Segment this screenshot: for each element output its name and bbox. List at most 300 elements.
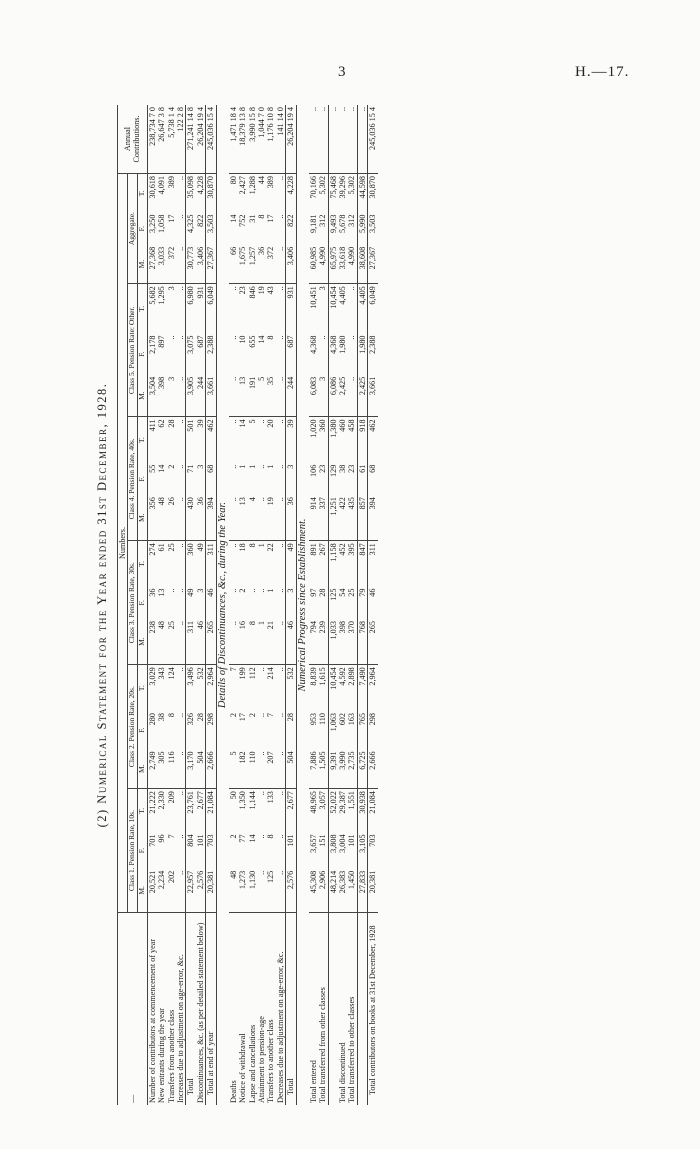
cell: .. <box>175 286 185 291</box>
cell: 3 <box>195 588 205 593</box>
header-f: F. <box>138 213 148 245</box>
cell: 16 <box>238 619 247 665</box>
cell: 7 <box>266 713 276 718</box>
cell: 45,308 <box>309 869 318 913</box>
cell: 1,350 <box>238 791 248 810</box>
cell: 36 <box>257 245 266 284</box>
cell: 26,204 19 4 <box>196 105 206 174</box>
cell: 21 <box>266 619 275 665</box>
row-label: Deaths <box>228 1080 238 1103</box>
cell: .. <box>257 495 266 541</box>
cell: 312 <box>347 214 357 227</box>
header-t: T. <box>138 284 148 334</box>
cell: .. <box>275 419 285 424</box>
cell: 27,833 <box>357 869 367 913</box>
cell: 422 <box>338 495 347 541</box>
cell: 3,503 <box>368 213 378 245</box>
cell: 305 <box>157 749 166 788</box>
cell: 953 <box>308 713 318 726</box>
cell: 4,325 <box>186 213 196 245</box>
cell: 6,049 <box>368 284 378 334</box>
cell: 768 <box>357 619 367 665</box>
cell: 141 14 0 <box>276 105 286 174</box>
cell: 280 <box>147 713 157 726</box>
cell: 62 <box>157 419 167 428</box>
cell: 1,044 7 0 <box>257 105 266 174</box>
cell: 44 <box>256 176 266 185</box>
cell: .. <box>309 105 318 174</box>
header-f: F. <box>138 333 148 374</box>
cell: 124 <box>166 667 176 680</box>
table-row <box>167 105 176 1105</box>
cell: 1,063 <box>328 711 338 749</box>
cell: .. <box>275 176 285 181</box>
cell: 13 <box>157 588 167 597</box>
cell: 30,870 <box>368 174 378 213</box>
cell: 97 <box>308 588 318 597</box>
section-heading: Details of Discontinuances, &c., during the Year. <box>216 105 229 1105</box>
cell: 1,033 <box>328 619 338 665</box>
row-label: Decreases due to adjustment on age-error, &c. <box>275 951 285 1103</box>
statement-table <box>117 105 378 1105</box>
cell: 8,839 <box>308 667 318 686</box>
cell: 77 <box>238 834 248 843</box>
cell: 1 <box>238 464 248 469</box>
cell: 5,302 <box>318 176 328 195</box>
row-label: Total <box>286 913 296 1106</box>
cell: 4,405 <box>357 284 367 334</box>
cell: .. <box>275 335 285 340</box>
cell: 1,380 <box>328 417 338 463</box>
cell: 129 <box>328 463 338 495</box>
cell: 847 <box>357 541 367 587</box>
cell: 239 <box>318 619 328 665</box>
cell: 1 <box>266 464 276 469</box>
cell: 18,379 13 8 <box>238 105 247 174</box>
cell: .. <box>256 713 266 718</box>
cell: .. <box>176 375 186 417</box>
cell: 96 <box>157 834 167 843</box>
cell: 2,906 <box>318 869 328 913</box>
cell: 27,368 <box>147 245 157 284</box>
cell: 3 <box>286 463 296 495</box>
cell: .. <box>176 869 186 913</box>
cell: 2,425 <box>338 375 347 417</box>
cell: 311 <box>206 541 216 587</box>
cell: 27,367 <box>368 245 378 284</box>
cell: 30,773 <box>186 245 196 284</box>
cell: 23 <box>347 464 357 473</box>
row-label: Discontinuances, &c. (as per detailed statement below) <box>195 922 205 1103</box>
cell: 395 <box>347 543 357 556</box>
cell: 2,178 <box>147 335 157 354</box>
cell: 3 <box>318 286 328 291</box>
cell: 298 <box>368 711 378 749</box>
cell: .. <box>275 667 285 672</box>
cell: 857 <box>357 495 367 541</box>
table-row <box>338 105 347 1105</box>
cell: 5,678 <box>337 214 347 233</box>
cell: 4,990 <box>347 245 357 284</box>
row-label: Total contributors on books at 31st December, 1928 <box>368 913 378 1106</box>
row-label: Transfers to another class <box>266 1019 276 1103</box>
cell: 822 <box>286 213 296 245</box>
cell: 3,170 <box>186 749 196 788</box>
cell: 14 <box>157 464 167 473</box>
cell: 4 <box>248 495 257 541</box>
cell: 238 <box>147 619 157 665</box>
table-row <box>318 105 328 1105</box>
cell: 1,273 <box>238 869 247 913</box>
cell: 3,661 <box>368 375 378 417</box>
document-reference: H.—17. <box>575 64 630 80</box>
cell: .. <box>228 464 238 469</box>
cell: 1,675 <box>238 245 247 284</box>
cell: .. <box>228 588 238 593</box>
row-label: Lapse and cancellations <box>247 1024 257 1103</box>
cell: 79 <box>357 587 367 619</box>
cell: 21,084 <box>206 789 216 833</box>
cell: 1,257 <box>248 245 257 284</box>
cell: 3,503 <box>206 213 216 245</box>
cell: 5,302 <box>347 176 357 195</box>
cell: 36 <box>196 495 206 541</box>
cell: 602 <box>337 713 347 726</box>
cell: 7,886 <box>309 749 318 788</box>
cell: 202 <box>167 869 176 913</box>
cell: 271,241 14 8 <box>186 105 196 174</box>
header-class4: Class 4. Pension Rate, 40s. <box>128 417 138 541</box>
cell: 3,029 <box>147 667 157 686</box>
cell: 8 <box>266 335 276 340</box>
cell: 532 <box>195 667 205 680</box>
cell: 43 <box>266 286 276 295</box>
header-m: M. <box>138 749 148 788</box>
cell: 8 <box>248 619 257 665</box>
cell: .. <box>275 713 285 718</box>
table-row <box>309 105 318 1105</box>
cell: 61 <box>157 543 167 552</box>
cell: 46 <box>196 619 206 665</box>
cell: 36 <box>147 588 157 597</box>
cell: 1,615 <box>318 667 328 686</box>
cell: 6,980 <box>186 284 196 334</box>
cell: 3,105 <box>357 832 367 868</box>
cell: 2,576 <box>286 869 296 913</box>
table-row <box>368 105 378 1105</box>
row-label <box>328 913 338 1106</box>
cell: 30,870 <box>206 174 216 213</box>
table-row <box>357 105 367 1105</box>
cell: .. <box>175 791 185 796</box>
cell: 343 <box>157 667 167 680</box>
cell: 504 <box>196 749 206 788</box>
cell: 3,496 <box>186 665 196 711</box>
cell: 48,965 <box>308 791 318 814</box>
cell: .. <box>276 749 286 788</box>
cell: 68 <box>206 463 216 495</box>
cell: 13 <box>238 495 247 541</box>
table-row <box>257 105 266 1105</box>
cell: 6,086 <box>328 375 338 417</box>
cell: 8 <box>247 543 257 548</box>
cell: .. <box>229 619 238 665</box>
cell: 3,905 <box>186 375 196 417</box>
cell: 931 <box>286 284 296 334</box>
cell: .. <box>176 749 186 788</box>
cell: 28 <box>195 713 205 722</box>
row-label <box>357 913 367 1106</box>
table-row <box>229 105 238 1105</box>
cell: .. <box>347 105 357 174</box>
table-row <box>238 105 247 1105</box>
cell: 394 <box>206 495 216 541</box>
cell: 20 <box>266 419 276 428</box>
cell: 3,057 <box>318 791 328 810</box>
cell: .. <box>166 335 176 340</box>
cell: 2,666 <box>368 749 378 788</box>
cell: 3,657 <box>308 834 318 853</box>
cell: 267 <box>318 543 328 556</box>
cell: .. <box>228 543 238 548</box>
cell: .. <box>347 286 357 291</box>
cell: .. <box>229 495 238 541</box>
cell: 1,251 <box>328 495 338 541</box>
cell: 207 <box>266 749 275 788</box>
cell: 48 <box>229 869 238 913</box>
cell: 7 <box>228 667 238 672</box>
cell: 9,181 <box>308 214 318 233</box>
cell: 19 <box>266 495 275 541</box>
table-row <box>266 105 275 1105</box>
cell: 360 <box>186 541 196 587</box>
table-row <box>186 105 196 1105</box>
cell: 48 <box>157 495 166 541</box>
header-f: F. <box>138 463 148 495</box>
cell: 1,471 18 4 <box>229 105 238 174</box>
section-heading-row <box>216 105 229 1105</box>
cell: 14 <box>228 214 238 223</box>
cell: 2,677 <box>195 791 205 810</box>
row-label: Total discontinued <box>337 1042 347 1103</box>
header-t: T. <box>138 417 148 463</box>
cell: 411 <box>147 419 157 432</box>
cell: 55 <box>147 464 157 473</box>
cell: 49 <box>286 541 296 587</box>
cell: 182 <box>238 749 247 788</box>
cell: 3 <box>167 375 176 417</box>
cell: 17 <box>266 214 276 223</box>
cell: 9,493 <box>328 213 338 245</box>
cell: .. <box>175 834 185 839</box>
row-label: Total at end of year <box>206 913 216 1106</box>
cell: 8 <box>266 834 276 839</box>
cell: .. <box>175 335 185 340</box>
cell: 3,808 <box>328 832 338 868</box>
header-m: M. <box>138 245 148 284</box>
cell: 4,368 <box>328 333 338 374</box>
cell: 39 <box>286 417 296 463</box>
header-m: M. <box>138 869 148 913</box>
cell: 3 <box>195 464 205 469</box>
cell: 2,964 <box>368 665 378 711</box>
cell: 133 <box>266 791 276 804</box>
cell: 337 <box>318 495 328 541</box>
cell: 125 <box>266 869 275 913</box>
cell: 394 <box>368 495 378 541</box>
section-heading: Numerical Progress since Establishment. <box>296 105 309 1105</box>
cell: 504 <box>286 749 296 788</box>
cell: 2 <box>238 588 248 593</box>
cell: 311 <box>368 541 378 587</box>
cell: 891 <box>308 543 318 556</box>
cell: 245,036 15 4 <box>206 105 216 174</box>
header-annual: Annual Contributions. <box>118 105 148 174</box>
cell: 846 <box>247 286 257 299</box>
cell: 75,468 <box>328 174 338 213</box>
cell: 2,749 <box>147 749 157 788</box>
cell: 897 <box>157 335 167 348</box>
cell: .. <box>275 286 285 291</box>
table-row <box>286 105 296 1105</box>
cell: 2,898 <box>347 667 357 686</box>
cell: 214 <box>266 667 276 680</box>
cell: 8 <box>256 214 266 219</box>
header-class2: Class 2. Pension Rate, 20s. <box>128 665 138 789</box>
cell: 389 <box>166 176 176 189</box>
cell: .. <box>347 375 357 417</box>
header-f: F. <box>138 711 148 749</box>
cell: 458 <box>347 419 357 432</box>
cell: 370 <box>347 619 357 665</box>
cell: .. <box>276 245 286 284</box>
table-row <box>276 105 286 1105</box>
row-label: Increases due to adjustment on age-error, &c. <box>175 954 185 1103</box>
cell: .. <box>256 588 266 593</box>
cell: 60,985 <box>309 245 318 284</box>
cell: 687 <box>286 333 296 374</box>
cell: .. <box>256 791 266 796</box>
cell: 26,647 3 8 <box>157 105 166 174</box>
cell: 1 <box>256 543 266 548</box>
cell: .. <box>357 105 367 174</box>
table-row <box>176 105 186 1105</box>
cell: 703 <box>206 832 216 868</box>
cell: 3,406 <box>196 245 206 284</box>
table-row <box>248 105 257 1105</box>
cell: 2,735 <box>347 749 357 788</box>
row-label: Total transferred from other classes <box>318 987 328 1103</box>
cell: 3,033 <box>157 245 166 284</box>
cell: 33,618 <box>338 245 347 284</box>
cell: 13 <box>238 375 247 417</box>
cell: 5 <box>229 749 238 788</box>
cell: 244 <box>286 375 296 417</box>
cell: .. <box>175 214 185 219</box>
cell: 38,608 <box>357 245 367 284</box>
cell: 101 <box>347 834 357 847</box>
cell: 462 <box>368 417 378 463</box>
cell: 48 <box>157 619 166 665</box>
cell: .. <box>247 588 257 593</box>
cell: 274 <box>147 543 157 556</box>
cell: 356 <box>147 495 157 541</box>
cell: 311 <box>186 619 196 665</box>
cell: 23 <box>238 286 248 295</box>
cell: 1,980 <box>337 335 347 354</box>
cell: 398 <box>157 375 166 417</box>
cell: 116 <box>167 749 176 788</box>
cell: 1,551 <box>347 791 357 810</box>
cell: .. <box>256 667 266 672</box>
cell: 4,592 <box>337 667 347 686</box>
cell: 191 <box>248 375 257 417</box>
cell: .. <box>228 286 238 291</box>
title-text: Numerical Statement for the Year ended 31st December, 1928. <box>95 382 109 804</box>
header-class3: Class 3. Pension Rate, 30s. <box>128 541 138 665</box>
cell: 3,075 <box>186 333 196 374</box>
cell: 398 <box>338 619 347 665</box>
header-t: T. <box>138 541 148 587</box>
cell: .. <box>175 543 185 548</box>
header-blank: — <box>118 913 148 1106</box>
cell: .. <box>166 588 176 593</box>
cell: 22,957 <box>186 869 196 913</box>
cell: 245,036 15 4 <box>368 105 378 174</box>
cell: 701 <box>147 834 157 847</box>
cell: 460 <box>337 419 347 432</box>
cell: .. <box>276 375 286 417</box>
cell: .. <box>175 419 185 424</box>
cell: .. <box>275 543 285 548</box>
cell: .. <box>176 245 186 284</box>
cell: 65,975 <box>328 245 338 284</box>
table-row <box>196 105 206 1105</box>
header-m: M. <box>138 495 148 541</box>
header-m: M. <box>138 375 148 417</box>
row-label: Total entered <box>308 1060 318 1103</box>
cell: .. <box>228 335 238 340</box>
cell: 25 <box>167 619 176 665</box>
cell: 918 <box>357 417 367 463</box>
cell: 39 <box>195 419 205 428</box>
row-label: Attainment to pension-age <box>256 1016 266 1103</box>
cell: 26,204 19 4 <box>286 105 296 174</box>
cell: 2 <box>247 713 257 718</box>
cell: .. <box>275 214 285 219</box>
cell: 3,250 <box>147 214 157 233</box>
cell: 17 <box>166 214 176 223</box>
cell: 10,454 <box>328 665 338 711</box>
cell: 30,618 <box>147 176 157 199</box>
cell: 822 <box>195 214 205 227</box>
header-f: F. <box>138 832 148 868</box>
cell: 326 <box>186 711 196 749</box>
cell: 39,296 <box>337 176 347 199</box>
cell: .. <box>176 495 186 541</box>
row-label: Notice of withdrawal <box>238 1033 248 1103</box>
row-label: Total transferred to other classes <box>347 996 357 1103</box>
header-t: T. <box>138 174 148 213</box>
cell: 6,083 <box>309 375 318 417</box>
cell: 1,176 10 8 <box>266 105 275 174</box>
cell: 2,425 <box>357 375 367 417</box>
cell: 4,091 <box>157 176 167 195</box>
cell: .. <box>276 619 286 665</box>
cell: 1,980 <box>357 333 367 374</box>
header-f: F. <box>138 587 148 619</box>
cell: 703 <box>368 832 378 868</box>
